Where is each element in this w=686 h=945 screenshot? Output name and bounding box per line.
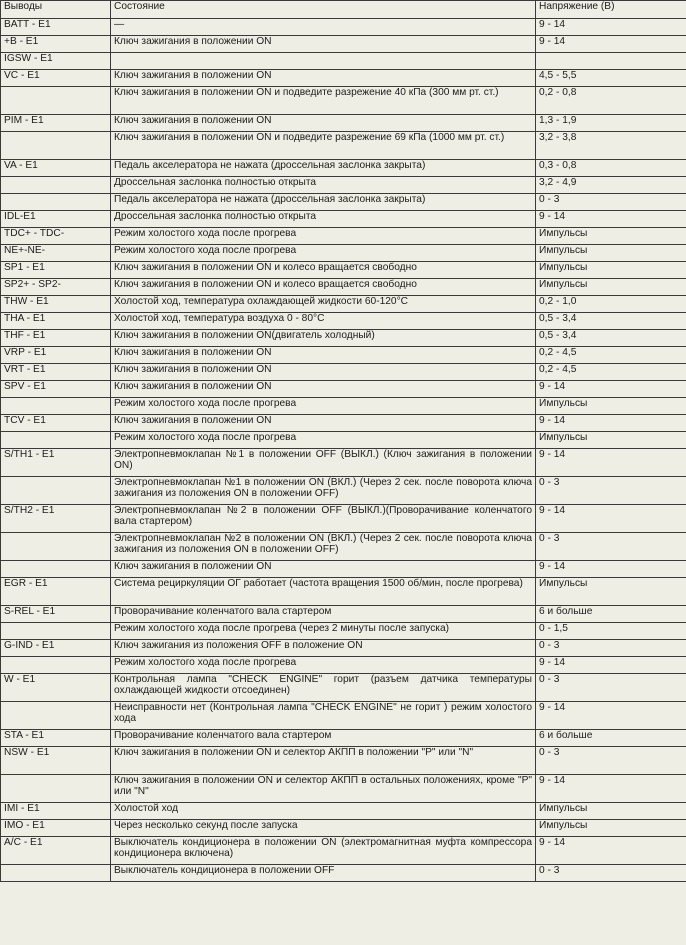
condition-cell: Дроссельная заслонка полностью открыта	[111, 211, 536, 228]
table-row	[1, 211, 686, 228]
voltage-cell: 0,5 - 3,4	[536, 330, 686, 347]
condition-cell: Выключатель кондиционера в положении OFF	[111, 865, 536, 882]
condition-cell: Ключ зажигания в положении ON	[111, 415, 536, 432]
voltage-cell: 0 - 3	[536, 533, 686, 561]
voltage-cell: 0 - 3	[536, 194, 686, 211]
table-row	[1, 36, 686, 53]
table-row	[1, 505, 686, 533]
table-header-row	[1, 1, 686, 19]
voltage-cell: 9 - 14	[536, 561, 686, 578]
table-row	[1, 381, 686, 398]
condition-cell: Ключ зажигания в положении ON и колесо вращается свободно	[111, 279, 536, 296]
condition-cell: Ключ зажигания в положении ON	[111, 115, 536, 132]
table-row	[1, 477, 686, 505]
table-row	[1, 657, 686, 674]
pin-cell: VC - E1	[1, 70, 111, 87]
table-row	[1, 245, 686, 262]
header-pins: Выводы	[1, 1, 111, 19]
voltage-cell: 9 - 14	[536, 657, 686, 674]
voltage-cell: 9 - 14	[536, 837, 686, 865]
condition-cell: Ключ зажигания в положении ON	[111, 364, 536, 381]
pin-cell	[1, 865, 111, 882]
table-row	[1, 730, 686, 747]
voltage-cell: Импульсы	[536, 578, 686, 606]
voltage-cell: 9 - 14	[536, 36, 686, 53]
pin-cell	[1, 477, 111, 505]
pin-cell: S/TH2 - E1	[1, 505, 111, 533]
table-row	[1, 865, 686, 882]
pin-cell: THF - E1	[1, 330, 111, 347]
table-row	[1, 606, 686, 623]
condition-cell: Педаль акселератора не нажата (дроссельная заслонка закрыта)	[111, 160, 536, 177]
pin-cell: +B - E1	[1, 36, 111, 53]
table-row	[1, 70, 686, 87]
condition-cell: Ключ зажигания в положении ON	[111, 347, 536, 364]
table-row	[1, 262, 686, 279]
pin-cell	[1, 657, 111, 674]
pin-cell: A/C - E1	[1, 837, 111, 865]
condition-cell: Через несколько секунд после запуска	[111, 820, 536, 837]
voltage-cell: 0,2 - 4,5	[536, 364, 686, 381]
table-row	[1, 313, 686, 330]
condition-cell: Режим холостого хода после прогрева	[111, 245, 536, 262]
pin-cell: STA - E1	[1, 730, 111, 747]
pin-cell: NSW - E1	[1, 747, 111, 775]
table-row	[1, 415, 686, 432]
voltage-cell: 0,2 - 0,8	[536, 87, 686, 115]
pin-cell: THW - E1	[1, 296, 111, 313]
voltage-cell: 6 и больше	[536, 606, 686, 623]
pin-cell: IGSW - E1	[1, 53, 111, 70]
table-row	[1, 296, 686, 313]
voltage-cell: 9 - 14	[536, 211, 686, 228]
condition-cell: Электропневмоклапан №1 в положении ON (ВКЛ.) (Через 2 сек. после поворота ключа зажигания из положения ON в положении OFF)	[111, 477, 536, 505]
voltage-cell: Импульсы	[536, 803, 686, 820]
table-row	[1, 578, 686, 606]
condition-cell: Ключ зажигания в положении ON(двигатель холодный)	[111, 330, 536, 347]
voltage-cell: 9 - 14	[536, 449, 686, 477]
condition-cell: Ключ зажигания в положении ON и колесо вращается свободно	[111, 262, 536, 279]
voltage-cell: Импульсы	[536, 245, 686, 262]
pin-cell: TCV - E1	[1, 415, 111, 432]
condition-cell: Педаль акселератора не нажата (дроссельная заслонка закрыта)	[111, 194, 536, 211]
voltage-cell: 0 - 3	[536, 747, 686, 775]
voltage-cell: Импульсы	[536, 820, 686, 837]
pin-cell: IMO - E1	[1, 820, 111, 837]
table-row	[1, 53, 686, 70]
table-row	[1, 160, 686, 177]
pin-cell	[1, 533, 111, 561]
condition-cell: Ключ зажигания в положении ON и селектор АКПП в остальных положениях, кроме "Р" или "N"	[111, 775, 536, 803]
pin-cell: VRP - E1	[1, 347, 111, 364]
pin-cell: VRT - E1	[1, 364, 111, 381]
condition-cell: Ключ зажигания в положении ON и подведите разрежение 40 кПа (300 мм рт. ст.)	[111, 87, 536, 115]
table-row	[1, 279, 686, 296]
table-row	[1, 364, 686, 381]
voltage-cell	[536, 53, 686, 70]
condition-cell: Электропневмоклапан №2 в положении ON (ВКЛ.) (Через 2 сек. после поворота ключа зажигания из положения ON в положении OFF)	[111, 533, 536, 561]
condition-cell: Электропневмоклапан №2 в положении OFF (ВЫКЛ.)(Проворачивание коленчатого вала стартером)	[111, 505, 536, 533]
table-row	[1, 177, 686, 194]
condition-cell: Система рециркуляции ОГ работает (частота вращения 1500 об/мин, после прогрева)	[111, 578, 536, 606]
pin-cell: IMI - E1	[1, 803, 111, 820]
condition-cell: Ключ зажигания из положения OFF в положение ON	[111, 640, 536, 657]
pin-cell: IDL-E1	[1, 211, 111, 228]
condition-cell: Ключ зажигания в положении ON и селектор АКПП в положении "Р" или "N"	[111, 747, 536, 775]
pin-cell	[1, 561, 111, 578]
table-row	[1, 533, 686, 561]
pin-cell	[1, 702, 111, 730]
voltage-cell: Импульсы	[536, 228, 686, 245]
table-row	[1, 702, 686, 730]
pin-cell: THA - E1	[1, 313, 111, 330]
pin-cell: TDC+ - TDC-	[1, 228, 111, 245]
pin-cell	[1, 87, 111, 115]
condition-cell: Контрольная лампа "CHECK ENGINE" горит (разъем датчика температуры охлаждающей жидкости отсоединен)	[111, 674, 536, 702]
pin-cell	[1, 775, 111, 803]
table-row	[1, 803, 686, 820]
condition-cell: Холостой ход, температура охлаждающей жидкости 60-120°С	[111, 296, 536, 313]
pin-cell	[1, 432, 111, 449]
table-row	[1, 132, 686, 160]
table-row	[1, 820, 686, 837]
voltage-cell: 0 - 3	[536, 477, 686, 505]
condition-cell: Проворачивание коленчатого вала стартером	[111, 606, 536, 623]
condition-cell: —	[111, 19, 536, 36]
condition-cell: Режим холостого хода после прогрева	[111, 432, 536, 449]
voltage-cell: 0,2 - 1,0	[536, 296, 686, 313]
condition-cell	[111, 53, 536, 70]
condition-cell: Ключ зажигания в положении ON	[111, 381, 536, 398]
table-body	[1, 19, 686, 882]
condition-cell: Режим холостого хода после прогрева	[111, 657, 536, 674]
pin-cell: S/TH1 - E1	[1, 449, 111, 477]
pin-cell	[1, 194, 111, 211]
voltage-cell: 6 и больше	[536, 730, 686, 747]
voltage-cell: 0,2 - 4,5	[536, 347, 686, 364]
voltage-cell: 9 - 14	[536, 19, 686, 36]
pin-cell: W - E1	[1, 674, 111, 702]
voltage-cell: 9 - 14	[536, 775, 686, 803]
condition-cell: Холостой ход	[111, 803, 536, 820]
voltage-cell: Импульсы	[536, 398, 686, 415]
pin-cell	[1, 132, 111, 160]
table-row	[1, 194, 686, 211]
pin-cell: SP2+ - SP2-	[1, 279, 111, 296]
pin-cell: VA - E1	[1, 160, 111, 177]
condition-cell: Ключ зажигания в положении ON и подведите разрежение 69 кПа (1000 мм рт. ст.)	[111, 132, 536, 160]
voltage-cell: 9 - 14	[536, 702, 686, 730]
pin-cell: EGR - E1	[1, 578, 111, 606]
condition-cell: Дроссельная заслонка полностью открыта	[111, 177, 536, 194]
header-condition: Состояние	[111, 1, 536, 19]
table-row	[1, 640, 686, 657]
voltage-cell: Импульсы	[536, 262, 686, 279]
table-row	[1, 747, 686, 775]
voltage-cell: 3,2 - 3,8	[536, 132, 686, 160]
pin-cell: NE+-NE-	[1, 245, 111, 262]
condition-cell: Ключ зажигания в положении ON	[111, 561, 536, 578]
pin-cell: SPV - E1	[1, 381, 111, 398]
table-row	[1, 19, 686, 36]
voltage-cell: 9 - 14	[536, 381, 686, 398]
pin-cell: G-IND - E1	[1, 640, 111, 657]
table-row	[1, 432, 686, 449]
condition-cell: Электропневмоклапан №1 в положении OFF (ВЫКЛ.) (Ключ зажигания в положении ON)	[111, 449, 536, 477]
voltage-cell: Импульсы	[536, 279, 686, 296]
table-row	[1, 837, 686, 865]
condition-cell: Ключ зажигания в положении ON	[111, 36, 536, 53]
pin-cell	[1, 623, 111, 640]
condition-cell: Режим холостого хода после прогрева	[111, 228, 536, 245]
condition-cell: Режим холостого хода после прогрева (через 2 минуты после запуска)	[111, 623, 536, 640]
condition-cell: Ключ зажигания в положении ON	[111, 70, 536, 87]
pin-cell: S-REL - E1	[1, 606, 111, 623]
table-row	[1, 87, 686, 115]
voltage-cell: 9 - 14	[536, 505, 686, 533]
voltage-cell: 3,2 - 4,9	[536, 177, 686, 194]
voltage-cell: 0,3 - 0,8	[536, 160, 686, 177]
condition-cell: Выключатель кондиционера в положении ON (электромагнитная муфта компрессора кондиционера включена)	[111, 837, 536, 865]
voltage-cell: 1,3 - 1,9	[536, 115, 686, 132]
pin-cell	[1, 398, 111, 415]
voltage-cell: 4,5 - 5,5	[536, 70, 686, 87]
table-row	[1, 347, 686, 364]
table-row	[1, 398, 686, 415]
table-row	[1, 674, 686, 702]
table-row	[1, 228, 686, 245]
table-row	[1, 623, 686, 640]
pin-cell: SP1 - E1	[1, 262, 111, 279]
condition-cell: Проворачивание коленчатого вала стартером	[111, 730, 536, 747]
table-row	[1, 561, 686, 578]
pin-cell	[1, 177, 111, 194]
voltage-cell: Импульсы	[536, 432, 686, 449]
voltage-cell: 9 - 14	[536, 415, 686, 432]
voltage-cell: 0,5 - 3,4	[536, 313, 686, 330]
table-row	[1, 449, 686, 477]
table-row	[1, 330, 686, 347]
voltage-cell: 0 - 3	[536, 674, 686, 702]
condition-cell: Неисправности нет (Контрольная лампа "CHECK ENGINE" не горит ) режим холостого хода	[111, 702, 536, 730]
voltage-cell: 0 - 3	[536, 640, 686, 657]
header-voltage: Напряжение (В)	[536, 1, 686, 19]
voltage-cell: 0 - 1,5	[536, 623, 686, 640]
pin-cell: BATT - E1	[1, 19, 111, 36]
voltage-cell: 0 - 3	[536, 865, 686, 882]
table-row	[1, 115, 686, 132]
condition-cell: Холостой ход, температура воздуха 0 - 80°С	[111, 313, 536, 330]
pin-cell: PIM - E1	[1, 115, 111, 132]
condition-cell: Режим холостого хода после прогрева	[111, 398, 536, 415]
table-row	[1, 775, 686, 803]
